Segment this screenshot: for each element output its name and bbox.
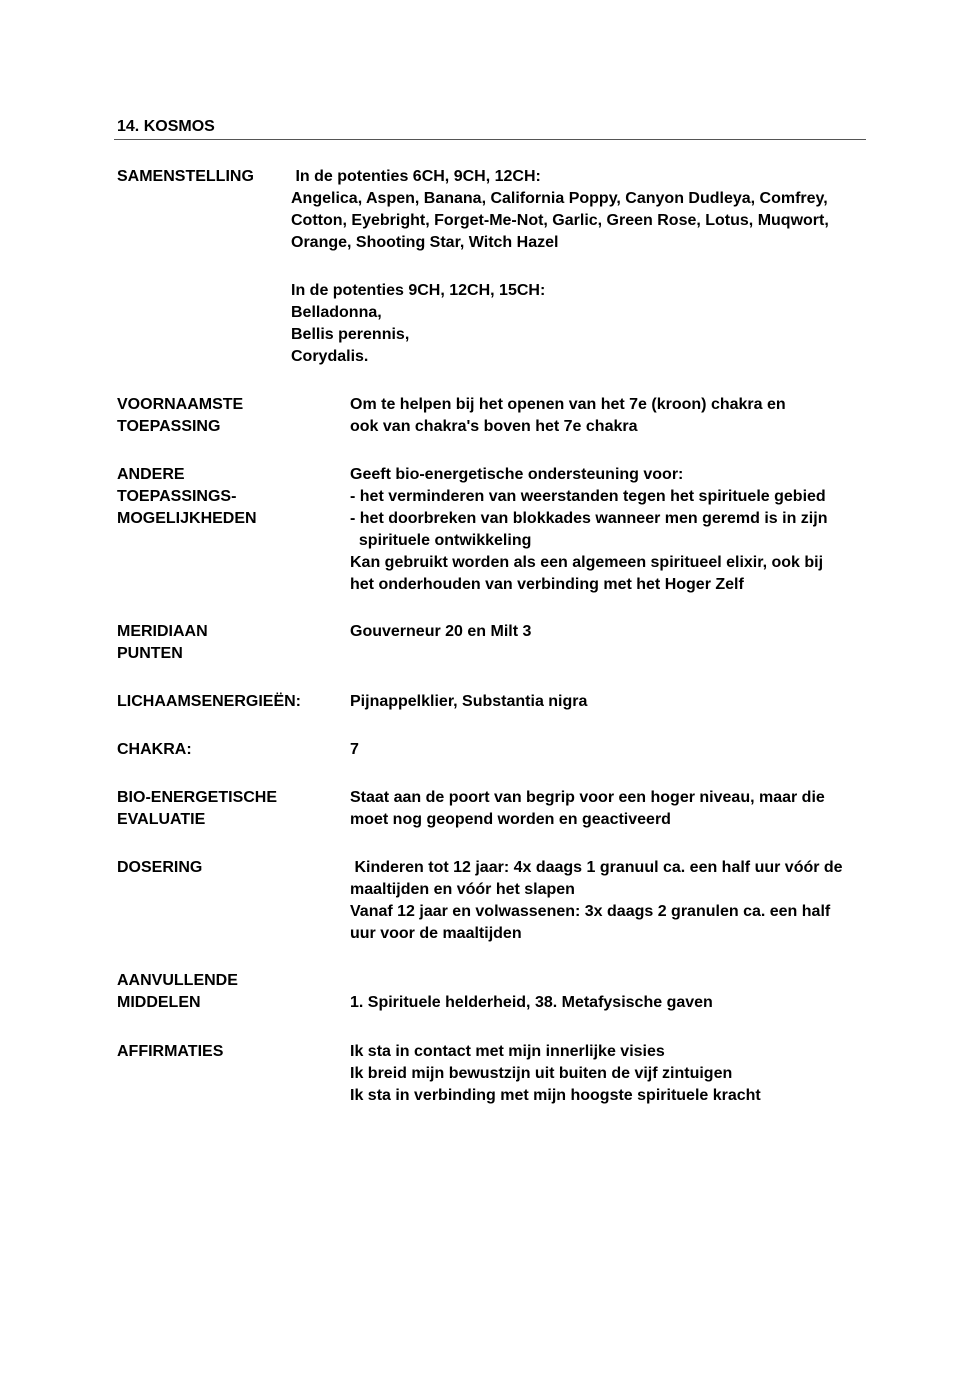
affirmation-line: Ik sta in verbinding met mijn hoogste spirituele kracht (350, 1087, 761, 1104)
ingredients-line: Orange, Shooting Star, Witch Hazel (291, 234, 559, 251)
potency-heading-2: In de potenties 9CH, 12CH, 15CH: (291, 282, 546, 299)
title-divider (114, 139, 866, 140)
text-line: Vanaf 12 jaar en volwassenen: 3x daags 2 granulen ca. een half (350, 903, 831, 920)
page-title: 14. KOSMOS (117, 118, 215, 135)
text-line: ook van chakra's boven het 7e chakra (350, 418, 638, 435)
text-line: 1. Spirituele helderheid, 38. Metafysische gaven (350, 994, 713, 1011)
label-dosering: DOSERING (117, 859, 203, 876)
text-line: uur voor de maaltijden (350, 925, 522, 942)
ingredients-line: Belladonna, (291, 304, 382, 321)
label-affirmaties: AFFIRMATIES (117, 1043, 224, 1060)
label-voornaamste: VOORNAAMSTE (117, 396, 244, 413)
ingredients-line: Corydalis. (291, 348, 369, 365)
text-line: Staat aan de poort van begrip voor een hoger niveau, maar die (350, 789, 825, 806)
label-andere: ANDERE (117, 466, 185, 483)
label-mogelijkheden: MOGELIJKHEDEN (117, 510, 257, 527)
affirmation-line: Ik breid mijn bewustzijn uit buiten de vijf zintuigen (350, 1065, 733, 1082)
text-line: het onderhouden van verbinding met het Hoger Zelf (350, 576, 744, 593)
text-line: Pijnappelklier, Substantia nigra (350, 693, 588, 710)
label-toepassings: TOEPASSINGS- (117, 488, 237, 505)
label-aanvullende: AANVULLENDE (117, 972, 238, 989)
label-lichaamsenergieen: LICHAAMSENERGIEËN: (117, 693, 302, 710)
text-line: Kan gebruikt worden als een algemeen spiritueel elixir, ook bij (350, 554, 824, 571)
potency-heading-1: In de potenties 6CH, 9CH, 12CH: (291, 168, 541, 185)
text-line: 7 (350, 741, 359, 758)
text-line: - het doorbreken van blokkades wanneer men geremd is in zijn (350, 510, 828, 527)
label-samenstelling: SAMENSTELLING (117, 168, 254, 185)
label-punten: PUNTEN (117, 645, 183, 662)
text-line: - het verminderen van weerstanden tegen het spirituele gebied (350, 488, 826, 505)
ingredients-line: Cotton, Eyebright, Forget-Me-Not, Garlic, Green Rose, Lotus, Muqwort, (291, 212, 829, 229)
label-bio-energetische: BIO-ENERGETISCHE (117, 789, 278, 806)
label-toepassing: TOEPASSING (117, 418, 221, 435)
text-line: spirituele ontwikkeling (350, 532, 532, 549)
text-line: maaltijden en vóór het slapen (350, 881, 575, 898)
label-meridiaan: MERIDIAAN (117, 623, 208, 640)
text-line: Geeft bio-energetische ondersteuning voor: (350, 466, 684, 483)
ingredients-line: Bellis perennis, (291, 326, 410, 343)
ingredients-line: Angelica, Aspen, Banana, California Poppy, Canyon Dudleya, Comfrey, (291, 190, 828, 207)
label-middelen: MIDDELEN (117, 994, 201, 1011)
text-line: moet nog geopend worden en geactiveerd (350, 811, 671, 828)
text-line: Kinderen tot 12 jaar: 4x daags 1 granuul ca. een half uur vóór de (350, 859, 843, 876)
affirmation-line: Ik sta in contact met mijn innerlijke visies (350, 1043, 665, 1060)
text-line: Gouverneur 20 en Milt 3 (350, 623, 532, 640)
label-chakra: CHAKRA: (117, 741, 192, 758)
text-line: Om te helpen bij het openen van het 7e (kroon) chakra en (350, 396, 786, 413)
label-evaluatie: EVALUATIE (117, 811, 206, 828)
